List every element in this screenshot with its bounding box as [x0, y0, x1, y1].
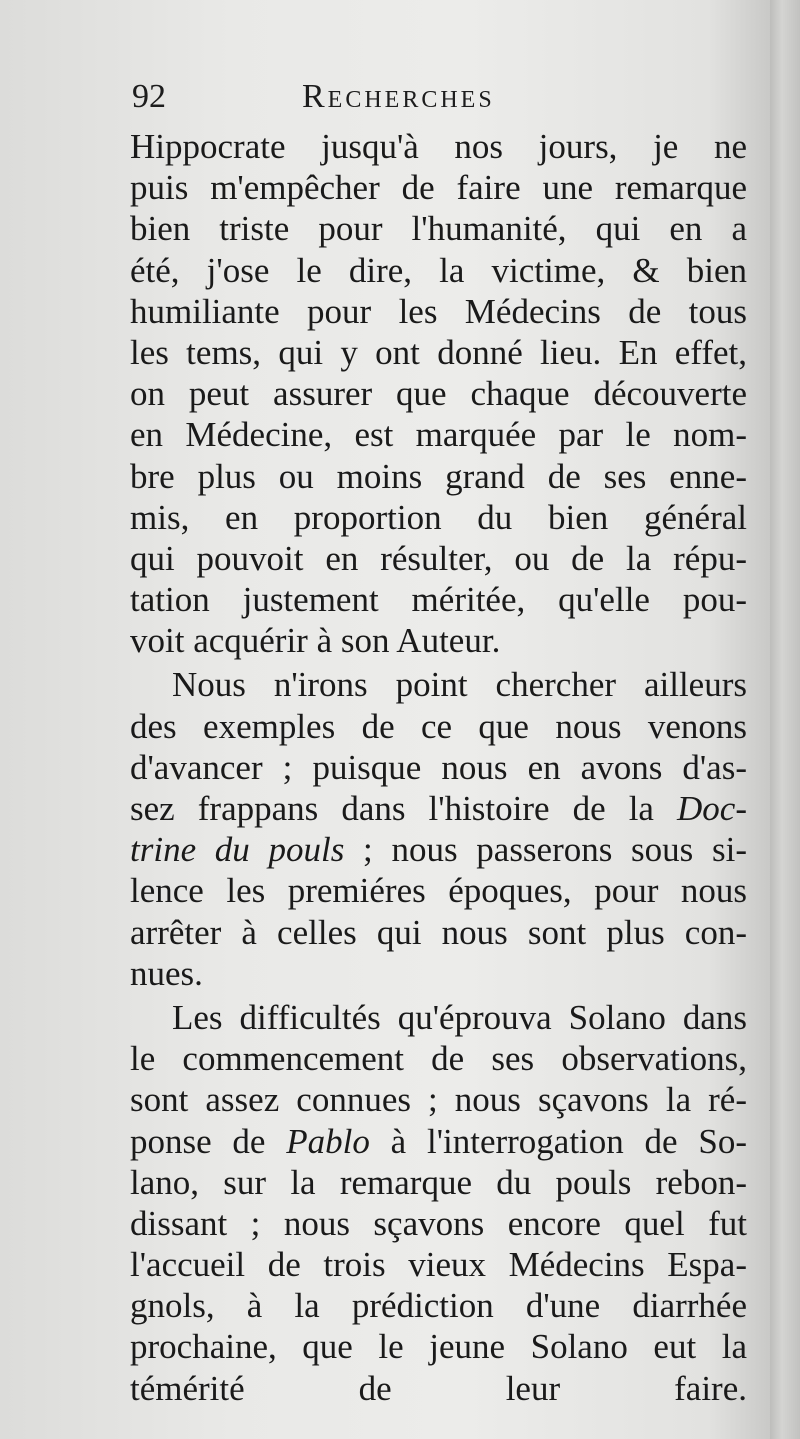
text-line: témérité de leur faire.	[130, 1368, 747, 1408]
text-line: les tems, qui y ont donné lieu. En effet,	[130, 332, 747, 372]
text-line: lence les premiéres époques, pour nous	[130, 871, 747, 911]
paragraph-2	[130, 664, 747, 994]
paragraph-3	[130, 997, 747, 1439]
text-line: des exemples de ce que nous venons	[130, 706, 747, 746]
text-line: gnols, à la prédiction d'une diarrhée	[130, 1286, 747, 1326]
text-line: Les difficultés qu'éprouva Solano dans	[172, 997, 747, 1037]
italic-title: trine du pouls	[130, 830, 345, 870]
text-line: humiliante pour les Médecins de tous	[130, 291, 747, 331]
italic-title: Doc-	[677, 789, 747, 828]
text-line: arrêter à celles qui nous sont plus con-	[130, 912, 747, 952]
text-line: nues.	[130, 953, 203, 993]
running-head: Recherches	[302, 78, 495, 115]
text-line: voit acquérir à son Auteur.	[130, 621, 501, 661]
text-line	[130, 829, 747, 870]
text-line: puis m'empêcher de faire une remarque	[130, 168, 747, 208]
page-edge	[770, 0, 800, 1439]
text-line: le commencement de ses observations,	[130, 1039, 747, 1079]
text-line: tation justement méritée, qu'elle pou-	[130, 580, 747, 620]
text-line: mis, en proportion du bien général	[130, 497, 747, 537]
text-line: été, j'ose le dire, la victime, & bien	[130, 250, 747, 290]
text-segment: ponse de	[130, 1121, 266, 1161]
text-line: prochaine, que le jeune Solano eut la	[130, 1327, 747, 1367]
text-line: qui pouvoit en résulter, ou de la répu-	[130, 538, 747, 578]
text-segment: sez frappans dans l'histoire de la	[130, 789, 654, 828]
text-line: bien triste pour l'humanité, qui en a	[130, 209, 747, 249]
text-line: sont assez connues ; nous sçavons la ré-	[130, 1080, 747, 1120]
text-line: en Médecine, est marquée par le nom-	[130, 415, 747, 455]
text-line: Hippocrate jusqu'à nos jours, je ne	[130, 127, 747, 166]
text-line: on peut assurer que chaque découverte	[130, 374, 747, 414]
text-line	[130, 1121, 747, 1162]
text-line: bre plus ou moins grand de ses enne-	[130, 456, 747, 496]
text-line: dissant ; nous sçavons encore quel fut	[130, 1203, 747, 1243]
text-line: l'accueil de trois vieux Médecins Espa-	[130, 1245, 747, 1285]
page-header	[132, 78, 752, 124]
text-line: d'avancer ; puisque nous en avons d'as-	[130, 747, 747, 787]
text-line	[130, 1409, 747, 1439]
text-line: lano, sur la remarque du pouls rebon-	[130, 1162, 747, 1202]
text-segment: ; nous passerons sous si-	[363, 830, 747, 870]
body-text	[130, 126, 747, 1439]
text-segment: à l'interrogation de So-	[390, 1121, 747, 1161]
paragraph-1	[130, 126, 747, 661]
text-line	[130, 788, 747, 829]
page-number: 92	[132, 78, 166, 115]
italic-name: Pablo	[286, 1121, 370, 1161]
text-line: Nous n'irons point chercher ailleurs	[172, 665, 747, 705]
